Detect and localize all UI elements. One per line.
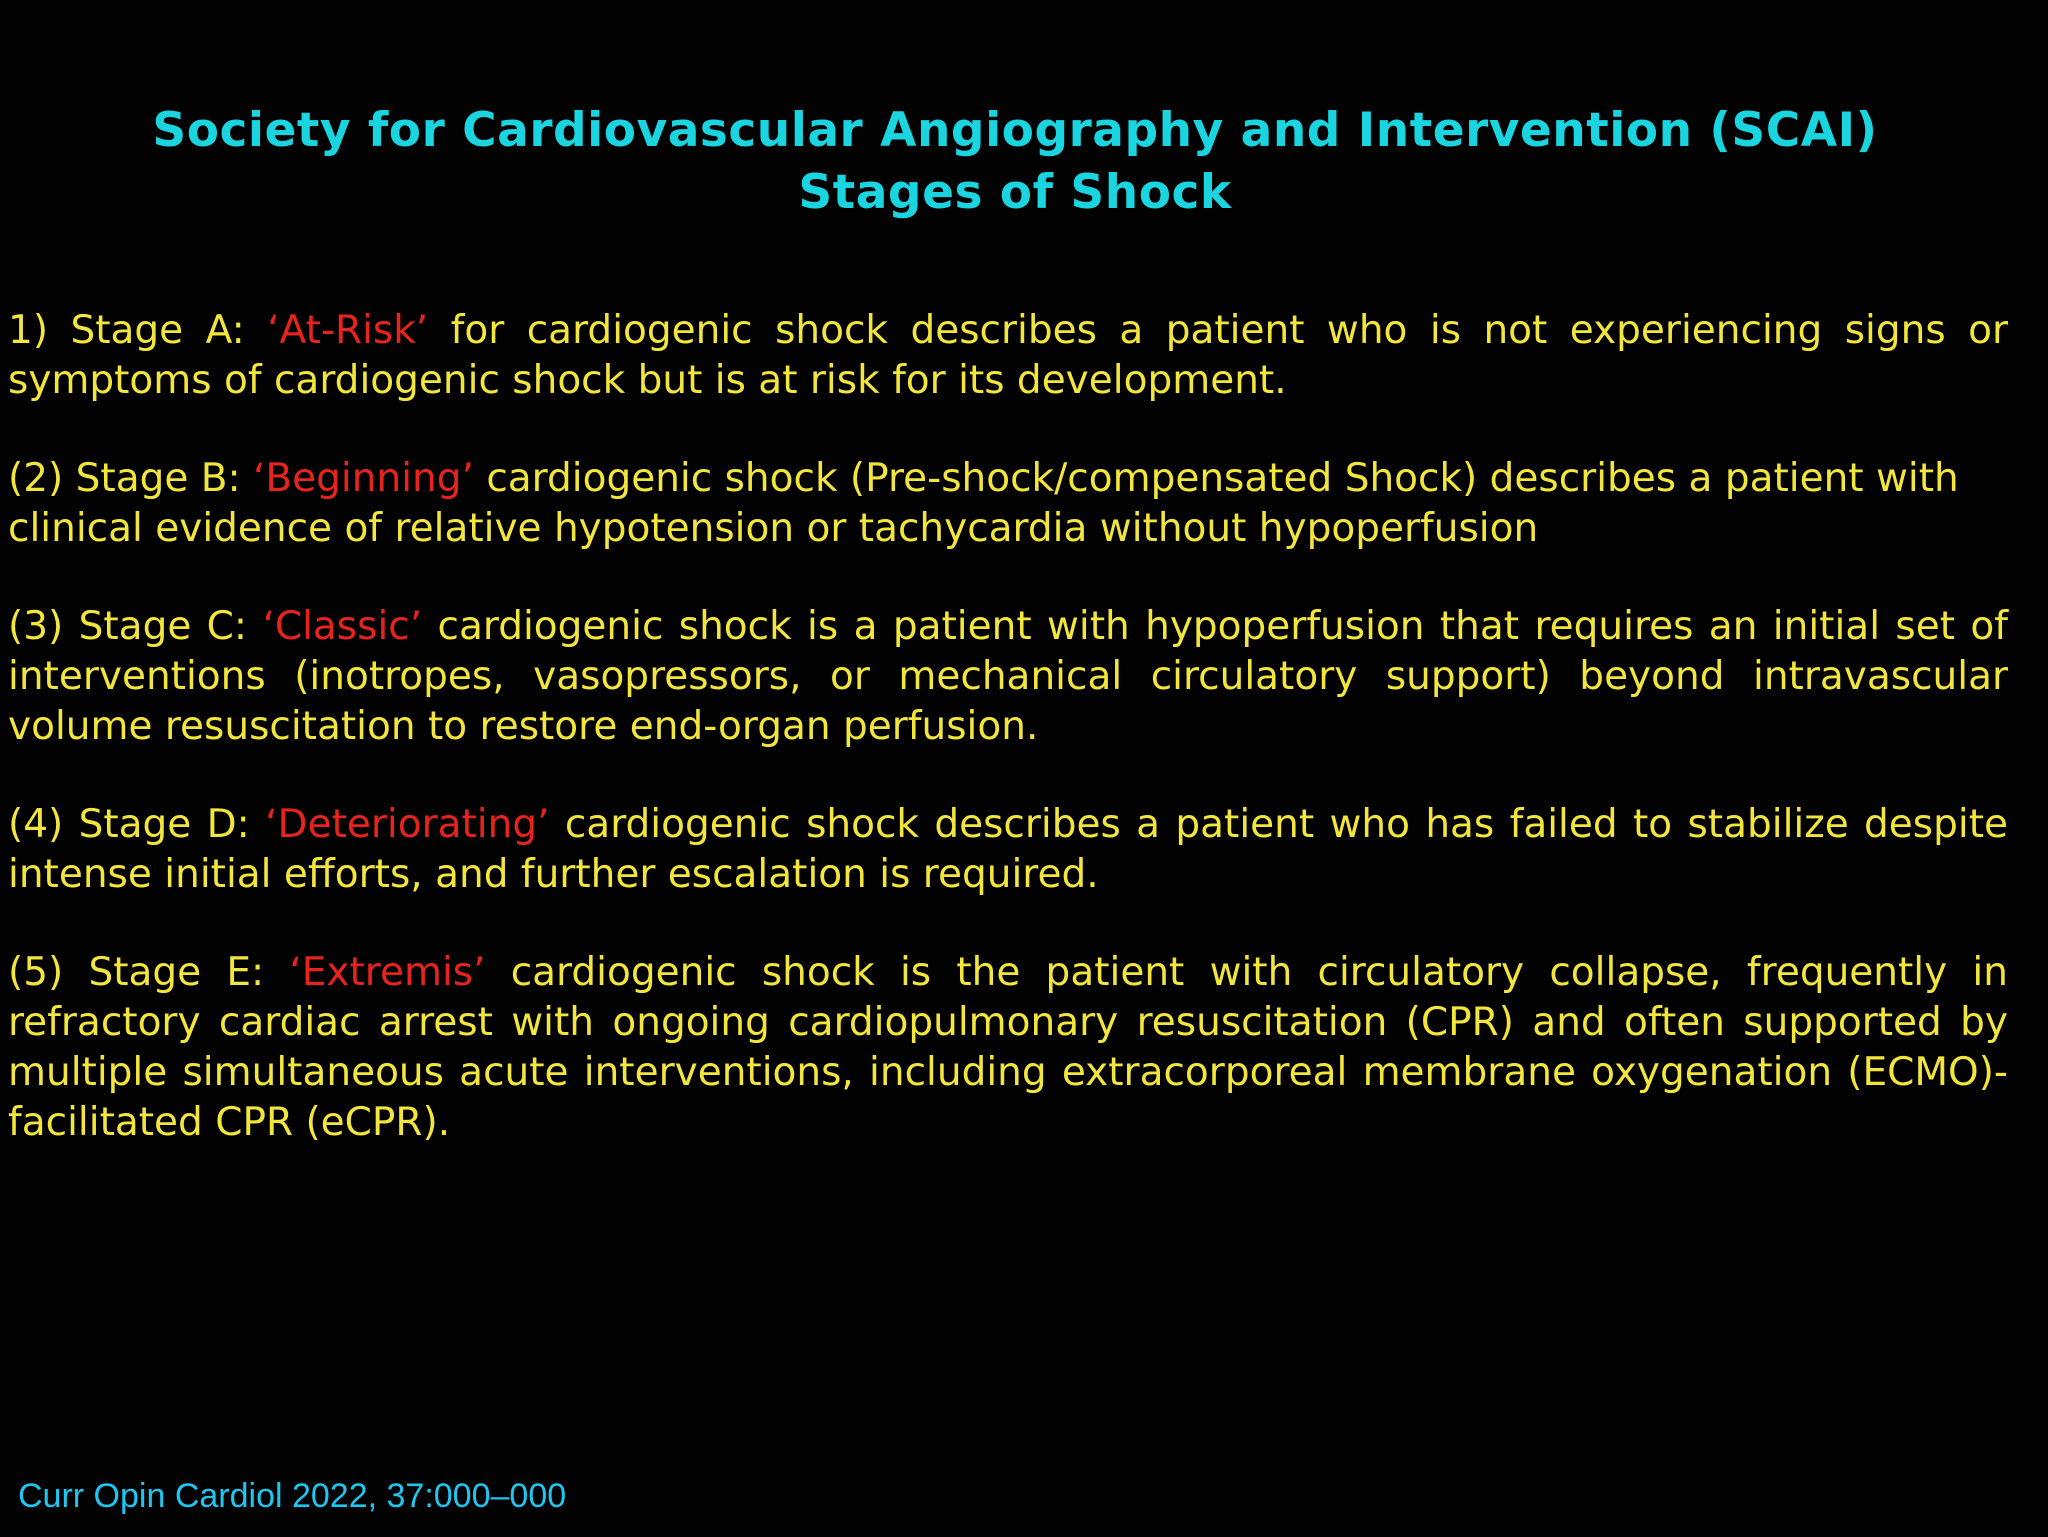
stage-term: ‘Classic’ [262, 604, 423, 649]
stage-prefix: (2) Stage B: [8, 456, 254, 501]
stage-d-paragraph [8, 800, 2008, 900]
citation: Curr Opin Cardiol 2022, 37:000–000 [18, 1477, 567, 1515]
stages-list [8, 306, 2008, 1196]
stage-term: ‘At-Risk’ [267, 308, 429, 353]
stage-description: cardiogenic shock is the patient with circulatory collapse, frequently in refractory cardiac arrest with ongoing cardiopulmonary resuscitation (CPR) and often supported by multiple simultaneous acute interventions, including extracorporeal membrane oxygenation (ECMO)-facilitated CPR (eCPR). [8, 950, 2008, 1145]
stage-prefix: (3) Stage C: [8, 604, 263, 649]
stage-term: ‘Beginning’ [253, 456, 474, 501]
stage-a-paragraph [8, 306, 2008, 406]
stage-prefix: (4) Stage D: [8, 802, 266, 847]
stage-b-paragraph [8, 454, 2008, 554]
stage-e-paragraph [8, 948, 2008, 1148]
stage-description: cardiogenic shock (Pre-shock/compensated Shock) describes a patient with clinical evidence of relative hypotension or tachycardia without hypoperfusion [8, 456, 1959, 551]
stage-description: cardiogenic shock describes a patient who has failed to stabilize despite intense initial efforts, and further escalation is required. [8, 802, 2008, 897]
stage-description: for cardiogenic shock describes a patient who is not experiencing signs or symptoms of cardiogenic shock but is at risk for its development. [8, 308, 2008, 403]
stage-prefix: 1) Stage A: [8, 308, 268, 353]
stage-c-paragraph [8, 602, 2008, 752]
stage-term: ‘Deteriorating’ [265, 802, 550, 847]
stage-prefix: (5) Stage E: [8, 950, 290, 995]
title-line-2: Stages of Shock [798, 165, 1232, 220]
stage-term: ‘Extremis’ [289, 950, 486, 995]
title-line-1: Society for Cardiovascular Angiography and Intervention (SCAI) [152, 103, 1878, 158]
slide-title [0, 100, 2030, 224]
stage-description: cardiogenic shock is a patient with hypoperfusion that requires an initial set of interventions (inotropes, vasopressors, or mechanical circulatory support) beyond intravascular volume resuscitation to restore end-organ perfusion. [8, 604, 2008, 749]
